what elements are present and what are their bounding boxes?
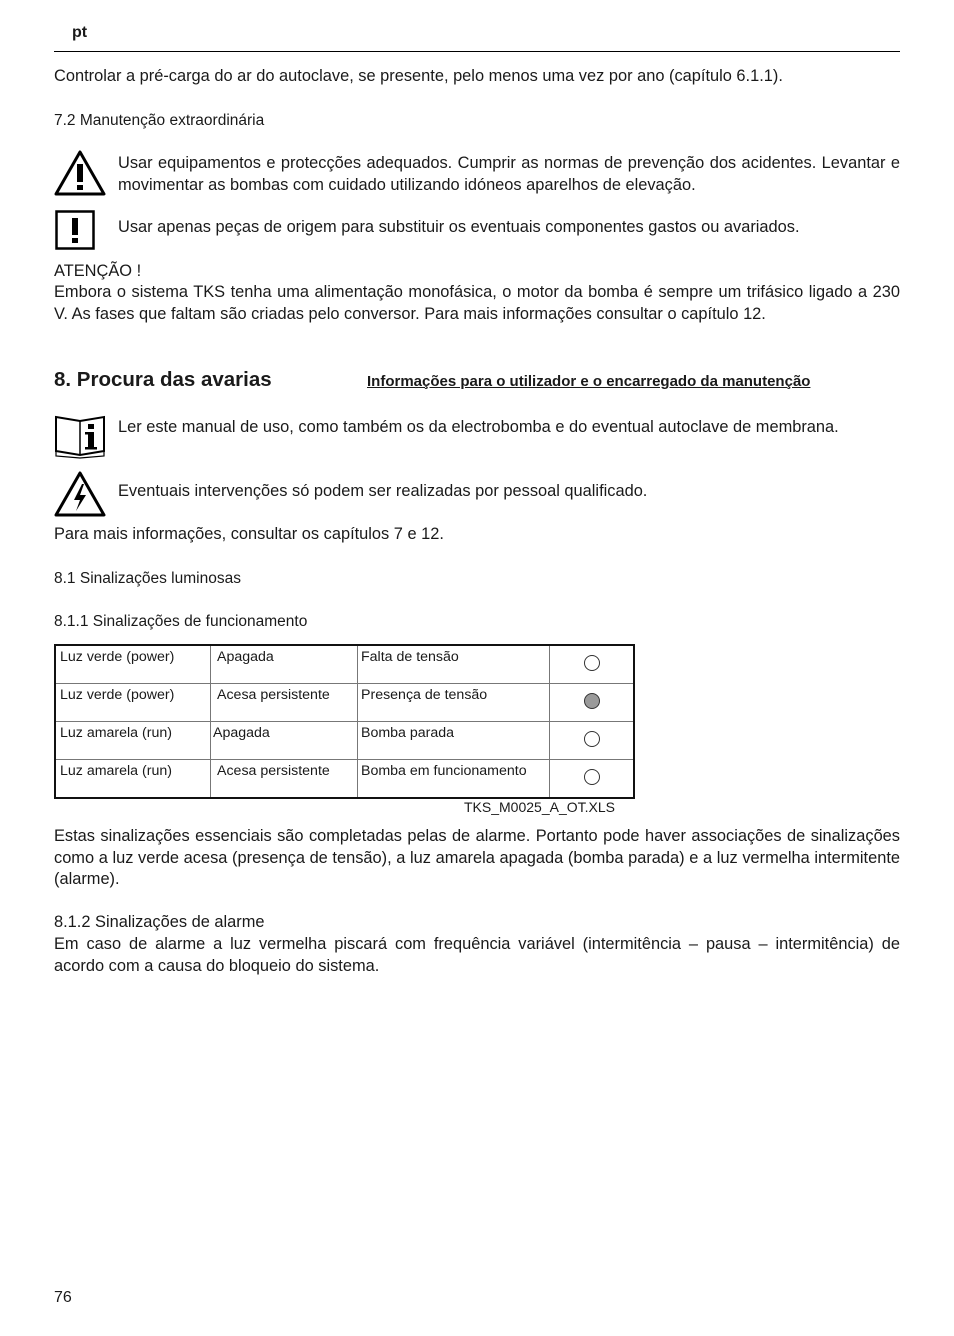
light-cell: Luz amarela (run) — [60, 725, 172, 741]
section-8-1-title: 8.1 Sinalizações luminosas — [54, 570, 241, 587]
state-cell: Apagada — [217, 649, 274, 665]
page-number: 76 — [54, 1289, 72, 1306]
section-8-1-1-title: 8.1.1 Sinalizações de funcionamento — [54, 613, 308, 630]
warning-text-2: Usar apenas peças de origem para substituir os eventuais componentes gastos ou avariados. — [118, 218, 800, 236]
light-cell: Luz amarela (run) — [60, 763, 172, 779]
table-row — [55, 684, 634, 722]
indicator-off-icon — [584, 731, 600, 747]
meaning-cell: Falta de tensão — [361, 649, 459, 665]
meaning-cell: Presença de tensão — [361, 687, 488, 703]
indicator-off-icon — [584, 769, 600, 785]
indicator-off-icon — [584, 655, 600, 671]
meaning-cell: Bomba em funcionamento — [361, 763, 527, 779]
table-row — [55, 760, 634, 799]
info-text-1: Ler este manual de uso, como também os da electrobomba e do eventual autoclave de membrana. — [118, 418, 839, 436]
after-table-paragraph: Estas sinalizações essenciais são completadas pelas de alarme. Portanto pode haver associações de sinalizações como a luz verde acesa (presença de tensão), a luz amarela apagada (bomba parada) e a luz vermelha intermitente (alarme). — [54, 827, 900, 888]
table-row — [55, 645, 634, 684]
section-8-subtitle: Informações para o utilizador e o encarregado da manutenção — [367, 373, 811, 390]
state-cell: Acesa persistente — [217, 763, 330, 779]
exclamation-box-icon — [55, 210, 95, 250]
language-tag: pt — [72, 24, 88, 41]
indicator-on-icon — [584, 693, 600, 709]
section-8-1-2-title: 8.1.2 Sinalizações de alarme — [54, 913, 265, 931]
attention-text: Embora o sistema TKS tenha uma alimentação monofásica, o motor da bomba é sempre um trifásico ligado a 230 V. As fases que faltam são criadas pelo conversor. Para mais informações consultar o capítulo 12. — [54, 283, 900, 323]
section-8-title: 8. Procura das avarias — [54, 368, 272, 391]
table-row — [55, 722, 634, 760]
intro-paragraph: Controlar a pré-carga do ar do autoclave, se presente, pelo menos uma vez por ano (capítulo 6.1.1). — [54, 67, 783, 85]
state-cell: Acesa persistente — [217, 687, 330, 703]
state-cell: Apagada — [213, 725, 270, 741]
manual-info-icon — [53, 413, 107, 459]
alarm-paragraph: Em caso de alarme a luz vermelha piscará com frequência variável (intermitência – pausa – intermitência) de acordo com a causa do bloqueio do sistema. — [54, 935, 900, 975]
more-info: Para mais informações, consultar os capítulos 7 e 12. — [54, 525, 444, 543]
header-rule — [54, 51, 900, 52]
electric-hazard-icon — [54, 471, 106, 517]
meaning-cell: Bomba parada — [361, 725, 455, 741]
info-text-2: Eventuais intervenções só podem ser realizadas por pessoal qualificado. — [118, 482, 648, 500]
light-cell: Luz verde (power) — [60, 687, 175, 703]
section-7-2-title: 7.2 Manutenção extraordinária — [54, 112, 265, 129]
warning-text-1: Usar equipamentos e protecções adequados. Cumprir as normas de prevenção dos acidentes. Levantar e movimentar as bombas com cuidado utilizando idóneos aparelhos de elevação. — [118, 154, 900, 194]
table-source: TKS_M0025_A_OT.XLS — [464, 799, 615, 815]
warning-triangle-icon — [54, 150, 106, 196]
attention-label: ATENÇÃO ! — [54, 262, 142, 280]
signals-table — [54, 644, 635, 799]
light-cell: Luz verde (power) — [60, 649, 175, 665]
